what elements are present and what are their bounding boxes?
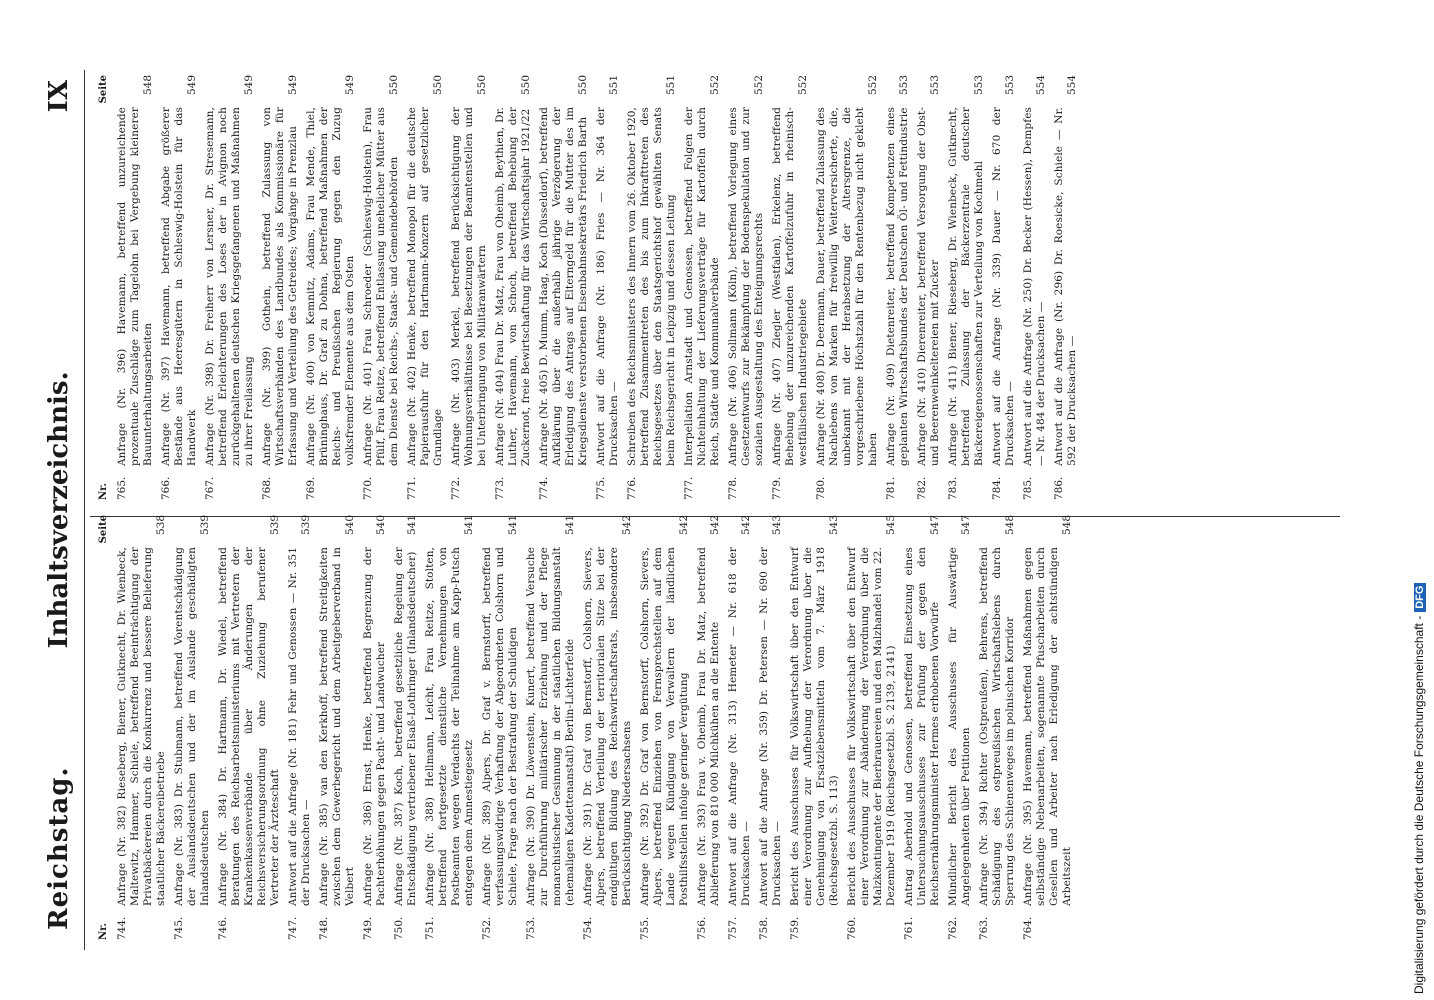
toc-entry — [481, 515, 520, 940]
entry-number: 781. — [885, 476, 897, 500]
toc-entry — [727, 75, 766, 500]
entry-number: 772. — [450, 476, 462, 500]
toc-entry — [696, 515, 722, 940]
entry-page: 552 — [753, 75, 765, 96]
entry-number: 783. — [947, 476, 959, 500]
toc-entry — [217, 515, 282, 940]
toc-entry — [538, 75, 590, 500]
entry-page: 539 — [199, 515, 211, 536]
left-column — [98, 515, 1079, 940]
entry-text: Anfrage (Nr. 399) Gothein, betreffend Zulassung von Wirtschaftsverbänden des Landbundes als Kommissionäre für Erfassung und Verteilung des Getreides; Vorgänge in Prenzlau — [261, 107, 299, 466]
entry-number: 746. — [217, 916, 229, 940]
header-center-title: Inhaltsverzeichnis. — [44, 371, 74, 649]
entry-number: 744. — [116, 916, 128, 940]
entry-number: 770. — [362, 476, 374, 500]
toc-entry — [362, 515, 388, 940]
entry-page: 552 — [867, 75, 879, 96]
right-column — [98, 75, 1084, 500]
toc-entry — [885, 75, 911, 500]
entry-number: 753. — [525, 916, 537, 940]
entry-page: 549 — [243, 75, 255, 96]
toc-entry — [494, 75, 533, 500]
entry-page: 550 — [520, 75, 532, 96]
entry-number: 764. — [1022, 916, 1034, 940]
entry-text: Anfrage (Nr. 410) Dierenreiter, betreffend Versorgung der Obst- und Beerenweinkeltereien mit Zucker — [916, 107, 941, 466]
entry-number: 754. — [582, 916, 594, 940]
entry-text: Anfrage (Nr. 391) Dr. Graf von Bernstorff, Colshorn, Sievers, Alpers, betreffend Verteilung der territorialen Sitze bei der endgültigen Bildung des Reichswirtschaftsrats, insbesondere Berücksichtigung Niedersachsens — [582, 547, 633, 906]
entry-page: 553 — [1004, 75, 1016, 96]
entry-text: Anfrage (Nr. 403) Merkel, betreffend Berücksichtigung der Wohnungsverhältnisse bei Besetzungen der Beamtenstellen und bei Unterbringung von Militäranwärtern — [450, 107, 488, 466]
entry-text: Anfrage (Nr. 388) Hellmann, Leicht, Frau Reitze, Stolten, betreffend fortgesetzte dienstliche Vernehmungen von Postbeamten wegen Verdachts der Teilnahme am Kapp-Putsch entgegen dem Amnestiegesetz — [424, 547, 475, 906]
entry-number: 757. — [727, 916, 739, 940]
entry-text: Antwort auf die Anfrage (Nr. 339) Dauer — Nr. 670 der Drucksachen — — [991, 107, 1016, 466]
entry-number: 749. — [362, 916, 374, 940]
toc-entry — [160, 75, 199, 500]
toc-entry — [626, 75, 678, 500]
seite-header: Seite — [98, 515, 109, 544]
entry-page: 551 — [665, 75, 677, 96]
entry-text: Anfrage (Nr. 405) D. Mumm, Haag, Koch (Düsseldorf), betreffend Aufklärung über die außerhalb jährige Verzögerung der Erledigung des Antrags auf Elterngeld für die Mutter des im Kriegsdienste verstorbenen Eisenbahnsekretärs Friedrich Barth — [538, 107, 589, 466]
entry-number: 759. — [789, 916, 801, 940]
toc-entry — [991, 75, 1017, 500]
toc-entry — [450, 75, 489, 500]
toc-entry — [525, 515, 577, 940]
entry-page: 543 — [828, 515, 840, 536]
left-entry-list — [116, 515, 1074, 940]
toc-entry — [978, 515, 1017, 940]
toc-entry — [846, 515, 898, 940]
entry-text: Interpellation Arnstadt und Genossen, betreffend Folgen der Nichteinhaltung der Lieferungsverträge für Kartoffeln durch Reich, Städte und Kommunalverbände — [683, 107, 721, 466]
entry-text: Anfrage (Nr. 392) Dr. Graf von Bernstorff, Colshorn, Sievers, Alpers, betreffend Einziehen von Fernsprechstellen auf dem Lande wegen Kündigung von Verwaltern der ländlichen Posthilfsstellen infolge geringer Vergütung — [639, 547, 690, 906]
toc-entry — [916, 75, 942, 500]
entry-text: Anfrage (Nr. 396) Havemann, betreffend unzureichende prozentuale Zuschläge zum Tagelohn bei Vergebung kleinerer Bauunterhaltungsarbeiten — [116, 107, 154, 466]
entry-page: 549 — [186, 75, 198, 96]
entry-page: 539 — [300, 515, 312, 536]
entry-text: Anfrage (Nr. 401) Frau Schroeder (Schleswig-Holstein), Frau Pfülf, Frau Reitze, betreffend Entlassung unehelicher Mütter aus dem Dienste bei Reichs-, Staats- und Gemeindebehörden — [362, 107, 400, 466]
entry-text: Anfrage (Nr. 407) Ziegler (Westfalen), Erkelenz, betreffend Behebung der unzureichenden Kartoffelzufuhr in rheinisch-westfälischen Industriegebiete — [771, 107, 809, 466]
entry-page: 541 — [463, 515, 475, 536]
entry-text: Anfrage (Nr. 393) Frau v. Oheimb, Frau Dr. Matz, betreffend Ablieferung von 810 000 Milchkühen an die Entente — [696, 547, 721, 906]
entry-number: 773. — [494, 476, 506, 500]
header-rule — [84, 70, 85, 950]
entry-page: 550 — [476, 75, 488, 96]
entry-number: 763. — [978, 916, 990, 940]
entry-page: 550 — [577, 75, 589, 96]
entry-number: 786. — [1053, 476, 1065, 500]
toc-entry — [261, 75, 300, 500]
entry-number: 776. — [626, 476, 638, 500]
entry-page: 540 — [375, 515, 387, 536]
entry-page: 538 — [155, 515, 167, 536]
entry-text: Bericht des Ausschusses für Volkswirtschaft über den Entwurf einer Verordnung zur Abänderung der Verordnung über die Malzkontingente der Bierbrauereien und den Malzhandel vom 22. Dezember 1919 (Reichsgesetzbl. S. 2139, 2141) — [846, 547, 897, 906]
dfg-badge: DFG — [1414, 583, 1426, 612]
entry-text: Anfrage (Nr. 397) Havemann, betreffend Abgabe größerer Bestände aus Heeresgütern in Schleswig-Holstein für das Handwerk — [160, 107, 198, 466]
entry-number: 745. — [173, 916, 185, 940]
toc-entry — [1022, 75, 1048, 500]
entry-text: Anfrage (Nr. 400) von Kemnitz, Adams, Frau Mende, Thiel, Brüninghaus, Dr. Graf zu Dohna, betreffend Maßnahmen der Reichs- und Preußischen Regierung gegen den Zuzug volksfremder Elemente aus dem Osten — [305, 107, 356, 466]
entry-text: Anfrage (Nr. 385) van den Kerkhoff, betreffend Streitigkeiten zwischen dem Gewerbegericht und dem Arbeitgeberverband in Velbert — [318, 547, 356, 906]
entry-number: 777. — [683, 476, 695, 500]
toc-entry — [173, 515, 212, 940]
entry-text: Anfrage (Nr. 387) Koch, betreffend gesetzliche Regelung der Entschädigung vertriebener Elsaß-Lothringer (Inlandsdeutscher) — [393, 547, 418, 906]
page-roman-numeral: IX — [44, 80, 74, 113]
entry-page: 542 — [678, 515, 690, 536]
toc-entry — [903, 515, 942, 940]
entry-page: 553 — [973, 75, 985, 96]
entry-text: Anfrage (Nr. 411) Biener, Rieseberg, Dr. Wienbeck, Gutknecht, betreffend Zulassung der Bäckerzentrale deutscher Bäckereigenossenschaften zur Verteilung von Kochmehl — [947, 107, 985, 466]
entry-text: Anfrage (Nr. 386) Ernst, Henke, betreffend Begrenzung der Pachterhöhungen gegen Pacht- und Landwucher — [362, 547, 387, 906]
entry-text: Anfrage (Nr. 383) Dr. Stubmann, betreffend Vorentschädigung der Auslandsdeutschen und der im Auslande geschädigten Inlandsdeutschen — [173, 547, 211, 906]
entry-page: 553 — [898, 75, 910, 96]
entry-text: Antwort auf die Anfrage (Nr. 296) Dr. Roesicke, Schiele — Nr. 592 der Drucksachen — — [1053, 107, 1078, 466]
entry-number: 768. — [261, 476, 273, 500]
entry-page: 541 — [507, 515, 519, 536]
entry-text: Antwort auf die Anfrage (Nr. 186) Fries — Nr. 364 der Drucksachen — — [595, 107, 620, 466]
entry-page: 547 — [960, 515, 972, 536]
entry-text: Anfrage (Nr. 402) Henke, betreffend Monopol für die deutsche Papierausfuhr für den Hartmann-Konzern auf gesetzlicher Grundlage — [406, 107, 444, 466]
entry-text: Mündlicher Bericht des Ausschusses für Auswärtige Angelegenheiten über Petitionen — [947, 547, 972, 906]
entry-page: 542 — [621, 515, 633, 536]
entry-page: 549 — [287, 75, 299, 96]
entry-page: 548 — [1004, 515, 1016, 536]
entry-number: 769. — [305, 476, 317, 500]
column-header — [98, 75, 116, 500]
column-header — [98, 515, 116, 940]
toc-entry — [1053, 75, 1079, 500]
entry-number: 752. — [481, 916, 493, 940]
toc-entry — [789, 515, 841, 940]
toc-entry — [1022, 515, 1074, 940]
entry-page: 543 — [771, 515, 783, 536]
entry-page: 554 — [1066, 75, 1078, 96]
entry-page: 540 — [344, 515, 356, 536]
entry-number: 779. — [771, 476, 783, 500]
entry-text: Antwort auf die Anfrage (Nr. 313) Hemeter — Nr. 618 der Drucksachen — — [727, 547, 752, 906]
entry-page: 547 — [929, 515, 941, 536]
digitization-credit — [1412, 4, 1426, 994]
page-header — [40, 60, 80, 960]
entry-page: 542 — [709, 515, 721, 536]
toc-entry — [406, 75, 445, 500]
toc-entry — [595, 75, 621, 500]
entry-number: 774. — [538, 476, 550, 500]
entry-page: 549 — [344, 75, 356, 96]
entry-text: Anfrage (Nr. 390) Dr. Löwenstein, Kunert, betreffend Versuche zur Durchführung militärischer Erziehung und der Pflege monarchistischer Gesinnung in der staatlichen Bildungsanstalt (ehemaligen Kadettenanstalt) Berlin-Lichterfelde — [525, 547, 576, 906]
entry-page: 541 — [564, 515, 576, 536]
nr-header: Nr. — [98, 923, 109, 940]
entry-number: 751. — [424, 916, 436, 940]
entry-number: 758. — [758, 916, 770, 940]
entry-number: 780. — [815, 476, 827, 500]
entry-number: 766. — [160, 476, 172, 500]
seite-header: Seite — [98, 75, 109, 104]
credit-text: Digitalisierung gefördert durch die Deutsche Forschungsgemeinschaft - — [1412, 615, 1426, 994]
entry-number: 755. — [639, 916, 651, 940]
entry-page: 550 — [388, 75, 400, 96]
entry-text: Anfrage (Nr. 409) Dietenreiter, betreffend Kompetenzen eines geplanten Wirtschaftsbundes der Deutschen Öl- und Fettindustrie — [885, 107, 910, 466]
toc-entry — [582, 515, 634, 940]
entry-page: 552 — [797, 75, 809, 96]
entry-number: 761. — [903, 916, 915, 940]
entry-number: 750. — [393, 916, 405, 940]
entry-text: Schreiben des Reichsministers des Innern vom 26. Oktober 1920, betreffend Zusammentreten des bis zum Inkrafttreten des Reichsgesetzes über den Staatsgerichtshof gewählten Senats beim Reichsgericht in Leipzig und dessen Leitung — [626, 107, 677, 466]
entry-page: 554 — [1035, 75, 1047, 96]
entry-page: 542 — [740, 515, 752, 536]
toc-entry — [947, 515, 973, 940]
entry-text: Anfrage (Nr. 384) Dr. Hartmann, Dr. Wiedel, betreffend Beratungen des Reichsarbeitsministeriums mit Vertretern der Krankenkassenverbände über Änderungen der Reichsversicherungsordnung ohne Zuziehung berufener Vertreter der Ärzteschaft — [217, 547, 281, 906]
entry-text: Anfrage (Nr. 398) Dr. Freiherr von Lersner, Dr. Stresemann, betreffend Erleichterungen des Loses der in Avignon noch zurückgehaltenen deutschen Kriegsgefangenen und Maßnahmen zu ihrer Freilassung — [204, 107, 255, 466]
toc-entry — [318, 515, 357, 940]
toc-entry — [116, 515, 168, 940]
toc-entry — [362, 75, 401, 500]
entry-number: 775. — [595, 476, 607, 500]
entry-number: 747. — [287, 916, 299, 940]
entry-text: Antwort auf die Anfrage (Nr. 181) Fehr und Genossen — Nr. 351 der Drucksachen — — [287, 547, 312, 906]
rotated-page — [40, 60, 1405, 960]
entry-number: 767. — [204, 476, 216, 500]
toc-entry — [771, 75, 810, 500]
toc-entry — [727, 515, 753, 940]
entry-text: Anfrage (Nr. 389) Alpers, Dr. Graf v. Bernstorff, betreffend verfassungswidrige Verhaftung der Abgeordneten Colshorn und Schiele, Frage nach der Bestrafung der Schuldigen — [481, 547, 519, 906]
entry-page: 550 — [432, 75, 444, 96]
toc-entry — [815, 75, 880, 500]
entry-number: 748. — [318, 916, 330, 940]
entry-text: Anfrage (Nr. 382) Rieseberg, Biener, Gutknecht, Dr. Wienbeck, Maltewitz, Hammer, Schiele, betreffend Beeinträchtigung der Privatbäckereien durch die Konkurrenz und bessere Belieferung staatlicher Bäckereibetriebe — [116, 547, 167, 906]
toc-entry — [305, 75, 357, 500]
entry-text: Anfrage (Nr. 406) Sollmann (Köln), betreffend Vorlegung eines Gesetzentwurfs zur Bekämpfung der Bodenspekulation und zur sozialen Ausgestaltung des Enteignungsrechts — [727, 107, 765, 466]
entry-page: 539 — [269, 515, 281, 536]
entry-text: Antrag Aberhold und Genossen, betreffend Einsetzung eines Untersuchungsausschusses zur Prüfung der gegen den Reichsernährungsminister Hermes erhobenen Vorwürfe — [903, 547, 941, 906]
entry-text: Anfrage (Nr. 395) Havemann, betreffend Maßnahmen gegen selbständige Nebenarbeiten, sogenannte Pfuscharbeiten durch Gesellen und Arbeiter nach Erledigung der achtstündigen Arbeitszeit — [1022, 547, 1073, 906]
entry-text: Antwort auf die Anfrage (Nr. 359) Dr. Petersen — Nr. 690 der Drucksachen — — [758, 547, 783, 906]
entry-page: 545 — [885, 515, 897, 536]
entry-page: 548 — [142, 75, 154, 96]
entry-page: 553 — [929, 75, 941, 96]
entry-number: 784. — [991, 476, 1003, 500]
entry-text: Bericht des Ausschusses für Volkswirtschaft über den Entwurf einer Verordnung zur Aufhebung der Verordnung über die Genehmigung von Ersatzlebensmitteln vom 7. März 1918 (Reichsgesetzbl. S. 113) — [789, 547, 840, 906]
entry-text: Anfrage (Nr. 408) Dr. Deermann, Dauer, betreffend Zulassung des Nachlebens von Marken für freiwillig Weiterversicherte, die, unbekannt mit der Herabsetzung der Altersgrenze, die vorgeschriebene Höchstzahl für den Rentenbezug nicht geklebt haben — [815, 107, 879, 466]
entry-number: 771. — [406, 476, 418, 500]
toc-entry — [758, 515, 784, 940]
entry-number: 760. — [846, 916, 858, 940]
entry-number: 785. — [1022, 476, 1034, 500]
entry-page: 548 — [1061, 515, 1073, 536]
entry-page: 541 — [406, 515, 418, 536]
toc-entry — [287, 515, 313, 940]
entry-text: Antwort auf die Anfrage (Nr. 250) Dr. Becker (Hessen), Dempfes — Nr. 484 der Drucksachen — — [1022, 107, 1047, 466]
header-left-title: Reichstag. — [44, 766, 74, 930]
toc-entry — [424, 515, 476, 940]
entry-text: Anfrage (Nr. 404) Frau Dr. Matz, Frau von Oheimb, Beythien, Dr. Luther, Havemann, von Schoch, betreffend Behebung der Zuckernot, freie Bewirtschaftung für das Wirtschaftsjahr 1921/22 — [494, 107, 532, 466]
entry-number: 765. — [116, 476, 128, 500]
entry-number: 782. — [916, 476, 928, 500]
entry-number: 778. — [727, 476, 739, 500]
entry-number: 762. — [947, 916, 959, 940]
toc-entry — [393, 515, 419, 940]
toc-entry — [116, 75, 155, 500]
toc-entry — [639, 515, 691, 940]
entry-text: Anfrage (Nr. 394) Richter (Ostpreußen), Behrens, betreffend Schädigung des ostpreußischen Wirtschaftslebens durch Sperrung des Schienenweges im polnischen Korridor — [978, 547, 1016, 906]
right-entry-list — [116, 75, 1079, 500]
toc-entry — [204, 75, 256, 500]
toc-entry — [683, 75, 722, 500]
toc-entry — [947, 75, 986, 500]
entry-page: 551 — [608, 75, 620, 96]
entry-number: 756. — [696, 916, 708, 940]
entry-page: 552 — [709, 75, 721, 96]
nr-header: Nr. — [98, 483, 109, 500]
